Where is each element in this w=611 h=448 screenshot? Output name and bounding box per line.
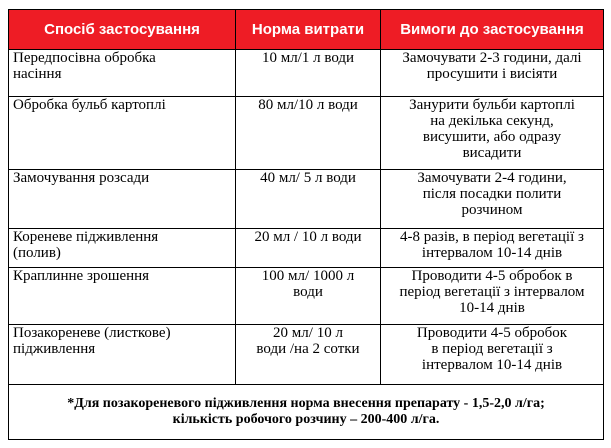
cell-text: 80 мл/10 л води bbox=[258, 97, 358, 114]
rate-cell bbox=[236, 267, 381, 325]
table-row bbox=[9, 170, 604, 229]
cell-text: інтервалом 10-14 днів bbox=[421, 244, 563, 261]
cell-text: 10 мл/1 л води bbox=[261, 50, 355, 66]
method-cell bbox=[9, 170, 236, 229]
cell-text: Проводити 4-5 обробок в bbox=[411, 267, 573, 284]
requirements-cell bbox=[381, 325, 604, 385]
method-cell bbox=[9, 267, 236, 325]
cell-text: Проводити 4-5 обробок bbox=[416, 325, 568, 342]
table-row bbox=[9, 228, 604, 267]
footnote-line: кількість робочого розчину – 200-400 л/га. bbox=[172, 412, 440, 427]
table-body bbox=[9, 50, 604, 385]
cell-text: 40 мл/ 5 л води bbox=[260, 170, 356, 187]
cell-text: 20 мл / 10 л води bbox=[254, 228, 362, 245]
cell-text: води bbox=[293, 283, 323, 300]
cell-text: Кореневе підживлення bbox=[13, 228, 159, 245]
requirements-cell bbox=[381, 97, 604, 170]
header-rate: Норма витрати bbox=[236, 10, 381, 50]
table-row bbox=[9, 97, 604, 170]
rate-cell bbox=[236, 325, 381, 385]
cell-text: висушити, або одразу bbox=[422, 129, 562, 146]
method-cell bbox=[9, 325, 236, 385]
rate-cell bbox=[236, 97, 381, 170]
footnote-row bbox=[9, 385, 604, 440]
cell-text: 20 мл/ 10 л bbox=[273, 325, 343, 342]
rate-cell bbox=[236, 50, 381, 97]
table-row bbox=[9, 267, 604, 325]
cell-text: період вегетації з інтервалом bbox=[399, 283, 585, 300]
header-requirements: Вимоги до застосування bbox=[381, 10, 604, 50]
cell-text: розчином bbox=[461, 202, 523, 219]
cell-text: Замочувати 2-3 години, далі bbox=[402, 50, 582, 66]
table-row bbox=[9, 325, 604, 385]
footnote bbox=[9, 385, 604, 440]
cell-text: Обробка бульб картоплі bbox=[13, 97, 166, 114]
cell-text: води /на 2 сотки bbox=[256, 341, 360, 358]
cell-text: Позакореневе (листкове) bbox=[13, 325, 171, 342]
header-method: Спосіб застосування bbox=[9, 10, 236, 50]
requirements-cell bbox=[381, 228, 604, 267]
cell-text: в період вегетації з bbox=[431, 341, 553, 358]
cell-text: після посадки полити bbox=[422, 186, 562, 203]
cell-text: 4-8 разів, в період вегетації з bbox=[400, 228, 584, 245]
cell-text: Замочування розсади bbox=[13, 170, 150, 187]
cell-text: (полив) bbox=[13, 244, 61, 261]
requirements-cell bbox=[381, 170, 604, 229]
rate-cell bbox=[236, 170, 381, 229]
requirements-cell bbox=[381, 50, 604, 97]
cell-text: 100 мл/ 1000 л bbox=[261, 267, 355, 284]
cell-text: інтервалом 10-14 днів bbox=[421, 357, 563, 374]
footnote-line: *Для позакореневого підживлення норма внесення препарату - 1,5-2,0 л/га; bbox=[67, 396, 545, 411]
cell-text: Передпосівна обробка bbox=[13, 50, 156, 66]
cell-text: Занурити бульби картоплі bbox=[409, 97, 575, 114]
cell-text: на декілька секунд, bbox=[430, 113, 554, 130]
cell-text: насіння bbox=[13, 66, 62, 82]
table-header-row bbox=[9, 10, 604, 50]
cell-text: 10-14 днів bbox=[459, 299, 525, 316]
requirements-cell bbox=[381, 267, 604, 325]
cell-text: Краплинне зрошення bbox=[13, 267, 150, 284]
cell-text: висадити bbox=[462, 145, 522, 162]
usage-table bbox=[8, 9, 604, 440]
cell-text: Замочувати 2-4 години, bbox=[417, 170, 567, 187]
rate-cell bbox=[236, 228, 381, 267]
table-row bbox=[9, 50, 604, 97]
cell-text: просушити і висіяти bbox=[426, 66, 558, 82]
method-cell bbox=[9, 228, 236, 267]
method-cell bbox=[9, 97, 236, 170]
method-cell bbox=[9, 50, 236, 97]
cell-text: підживлення bbox=[13, 341, 96, 358]
